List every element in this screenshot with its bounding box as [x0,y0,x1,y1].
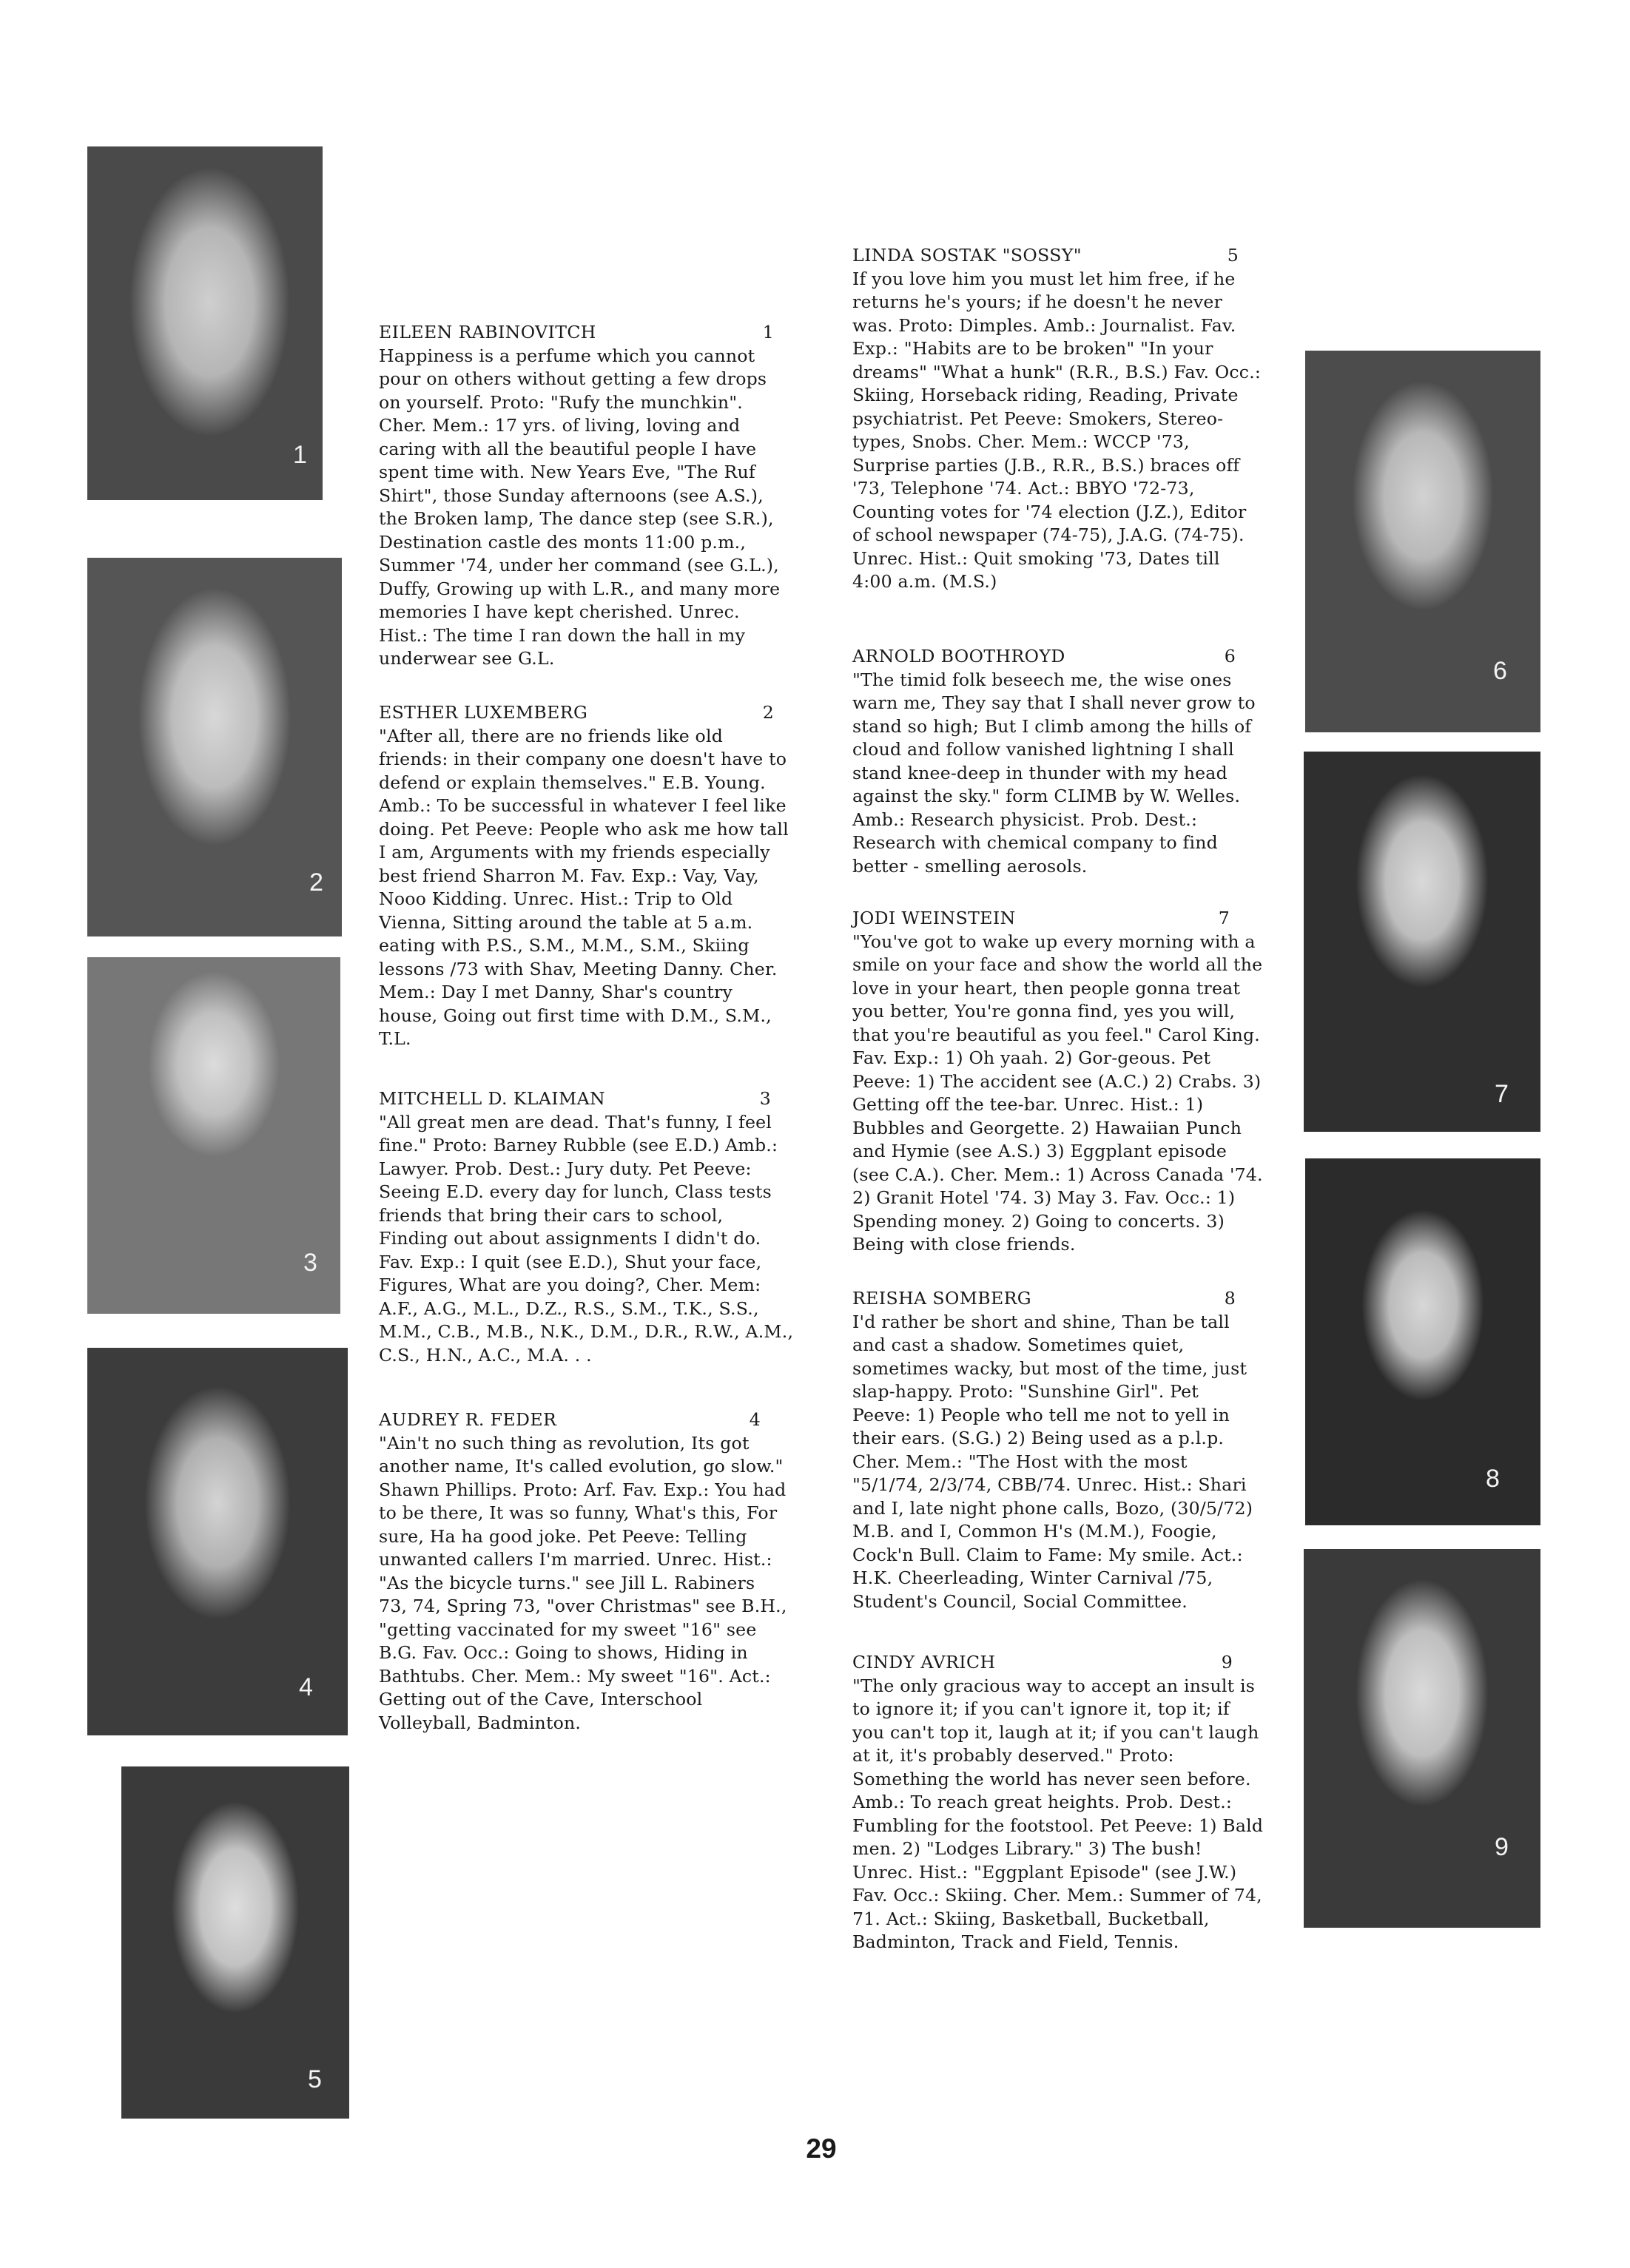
entry-name: CINDY AVRICH [852,1652,996,1673]
portrait-photo-1 [87,146,323,500]
entry-text: If you love him you must let him free, if he returns he's yours; if he doesn't he never was. Proto: Dimples. Amb.: Journalist. Fav. Exp.: "Habits are to be broken" "In your dreams" "What a hunk" (R.R., B.S.) Fav. Occ.: Skiing, Horseback riding, Reading, Private psychiatrist. Pet Peeve: Smokers, Stereo-types, Snobs. Cher. Mem.: WCCP '73, Surprise parties (J.B., R.R., B.S.) braces off '73, Telephone '74. Act.: BBYO '72-73, Counting votes for '74 election (J.Z.), Editor of school newspaper (74-75), J.A.G. (74-75). Unrec. Hist.: Quit smoking '73, Dates till 4:00 a.m. (M.S.) [852,268,1262,592]
entry-number: 7 [1218,908,1230,928]
entry-text: Happiness is a perfume which you cannot pour on others without getting a few drops on yourself. Proto: "Rufy the munchkin". Cher. Mem.: 17 yrs. of living, loving and caring with all the beautiful people I have spent time with. New Years Eve, "The Ruf Shirt", those Sunday afternoons (see A.S.), the Broken lamp, The dance step (see S.R.), Destination castle des monts 11:00 p.m., Summer '74, under her command (see G.L.), Duffy, Growing up with L.R., and many more memories I have kept cherished. Unrec. Hist.: The time I ran down the hall in my underwear see G.L. [379,345,781,669]
portrait-photo-4 [87,1348,348,1735]
photo-number-label: 9 [1495,1833,1509,1861]
entry-text: "All great men are dead. That's funny, I feel fine." Proto: Barney Rubble (see E.D.) Amb.: Lawyer. Prob. Dest.: Jury duty. Pet Peeve: Seeing E.D. every day for lunch, Class tests friends that bring their cars to school, Finding out about assignments I didn't do. Fav. Exp.: I quit (see E.D.), Shut your face, Figures, What are you doing?, Cher. Mem: A.F., A.G., M.L., D.Z., R.S., S.M., T.K., S.S., M.M., C.B., M.B., N.K., D.M., D.R., R.W., A.M., C.S., H.N., A.C., M.A. . . [379,1111,794,1366]
photo-number-label: 8 [1486,1465,1500,1493]
entry-name: AUDREY R. FEDER [379,1409,557,1430]
portrait-photo-9 [1304,1549,1540,1928]
photo-number-label: 4 [299,1673,313,1701]
portrait-photo-2 [87,558,342,936]
entry-6 [852,645,1262,878]
entry-7 [852,907,1267,1257]
entry-8 [852,1287,1262,1613]
entry-5 [852,244,1264,594]
portrait-photo-7 [1304,752,1540,1132]
entry-4 [379,1408,787,1735]
photo-number-label: 3 [303,1249,317,1277]
entry-name: REISHA SOMBERG [852,1288,1032,1309]
entry-name: LINDA SOSTAK "SOSSY" [852,245,1082,266]
entry-number: 4 [749,1409,761,1430]
entry-text: "After all, there are no friends like old friends: in their company one doesn't have to defend or explain themselves." E.B. Young. Amb.: To be successful in whatever I feel like doing. Pet Peeve: People who ask me how tall I am, Arguments with my friends especially best friend Sharron M. Fav. Exp.: Vay, Vay, Nooo Kidding. Unrec. Hist.: Trip to Old Vienna, Sitting around the table at 5 a.m. eating with P.S., S.M., M.M., S.M., Skiing lessons /73 with Shav, Meeting Danny. Cher. Mem.: Day I met Danny, Shar's country house, Going out first time with D.M., S.M., T.L. [379,725,789,1049]
entry-name: JODI WEINSTEIN [852,908,1016,928]
photo-number-label: 6 [1493,657,1507,685]
entry-number: 1 [762,322,774,342]
entry-number: 8 [1224,1288,1236,1309]
entry-3 [379,1087,798,1367]
entry-number: 2 [762,702,774,723]
entry-number: 9 [1221,1652,1233,1673]
portrait-photo-5 [121,1766,349,2119]
entry-name: EILEEN RABINOVITCH [379,322,596,342]
entry-text: "The timid folk beseech me, the wise ones warn me, They say that I shall never grow to stand so high; But I climb among the hills of cloud and follow vanished lightning I shall stand knee-deep in thunder with my head against the sky." form CLIMB by W. Welles. Amb.: Research physicist. Prob. Dest.: Research with chemical company to find better - smelling aerosols. [852,669,1256,877]
entry-name: ESTHER LUXEMBERG [379,702,588,723]
entry-text: "The only gracious way to accept an insult is to ignore it; if you can't ignore it, top it; if you can't top it, laugh at it; if you can't laugh at it, it's probably deserved." Proto: Something the world has never seen before. Amb.: To reach great heights. Prob. Dest.: Fumbling for the footstool. Pet Peeve: 1) Bald men. 2) "Lodges Library." 3) The bush! Unrec. Hist.: "Eggplant Episode" (see J.W.) Fav. Occ.: Skiing. Cher. Mem.: Summer of 74, 71. Act.: Skiing, Basketball, Bucketball, Badminton, Track and Field, Tennis. [852,1675,1264,1952]
portrait-photo-8 [1305,1158,1540,1525]
page-number: 29 [806,2133,837,2164]
photo-number-label: 2 [309,868,323,897]
photo-number-label: 1 [293,441,307,469]
entry-text: I'd rather be short and shine, Than be tall and cast a shadow. Sometimes quiet, sometimes wacky, but most of the time, just slap-happy. Proto: "Sunshine Girl". Pet Peeve: 1) People who tell me not to yell in their ears. (S.G.) 2) Being used as a p.l.p. Cher. Mem.: "The Host with the most "5/1/74, 2/3/74, CBB/74. Unrec. Hist.: Shari and I, late night phone calls, Bozo, (30/5/72) M.B. and I, Common H's (M.M.), Foogie, Cock'n Bull. Claim to Fame: My smile. Act.: H.K. Cheerleading, Winter Carnival /75, Student's Council, Social Committee. [852,1311,1253,1612]
entry-name: MITCHELL D. KLAIMAN [379,1088,606,1109]
entry-number: 3 [759,1088,771,1109]
entry-text: "You've got to wake up every morning with a smile on your face and show the world all the love in your heart, then people gonna treat you better, You're gonna find, yes you will, that you're beautiful as you feel." Carol King. Fav. Exp.: 1) Oh yaah. 2) Gor-geous. Pet Peeve: 1) The accident see (A.C.) 2) Crabs. 3) Getting off the tee-bar. Unrec. Hist.: 1) Bubbles and Georgette. 2) Hawaiian Punch and Hymie (see A.S.) 3) Eggplant episode (see C.A.). Cher. Mem.: 1) Across Canada '74. 2) Granit Hotel '74. 3) May 3. Fav. Occ.: 1) Spending money. 2) Going to concerts. 3) Being with close friends. [852,931,1263,1255]
photo-number-label: 5 [308,2065,322,2093]
entry-number: 6 [1224,646,1236,666]
portrait-photo-3 [87,957,340,1314]
photo-number-label: 7 [1495,1080,1509,1108]
entry-number: 5 [1227,245,1239,266]
entry-name: ARNOLD BOOTHROYD [852,646,1065,666]
entry-1 [379,321,790,671]
entry-2 [379,701,790,1051]
entry-text: "Ain't no such thing as revolution, Its got another name, It's called evolution, go slow." Shawn Phillips. Proto: Arf. Fav. Exp.: You had to be there, It was so funny, What's this, For sure, Ha ha good joke. Pet Peeve: Telling unwanted callers I'm married. Unrec. Hist.: "As the bicycle turns." see Jill L. Rabiners 73, 74, Spring 73, "over Christmas" see B.H., "getting vaccinated for my sweet "16" see B.G. Fav. Occ.: Going to shows, Hiding in Bathtubs. Cher. Mem.: My sweet "16". Act.: Getting out of the Cave, Interschool Volleyball, Badminton. [379,1432,787,1733]
entry-9 [852,1651,1267,1954]
portrait-photo-6 [1305,351,1540,732]
